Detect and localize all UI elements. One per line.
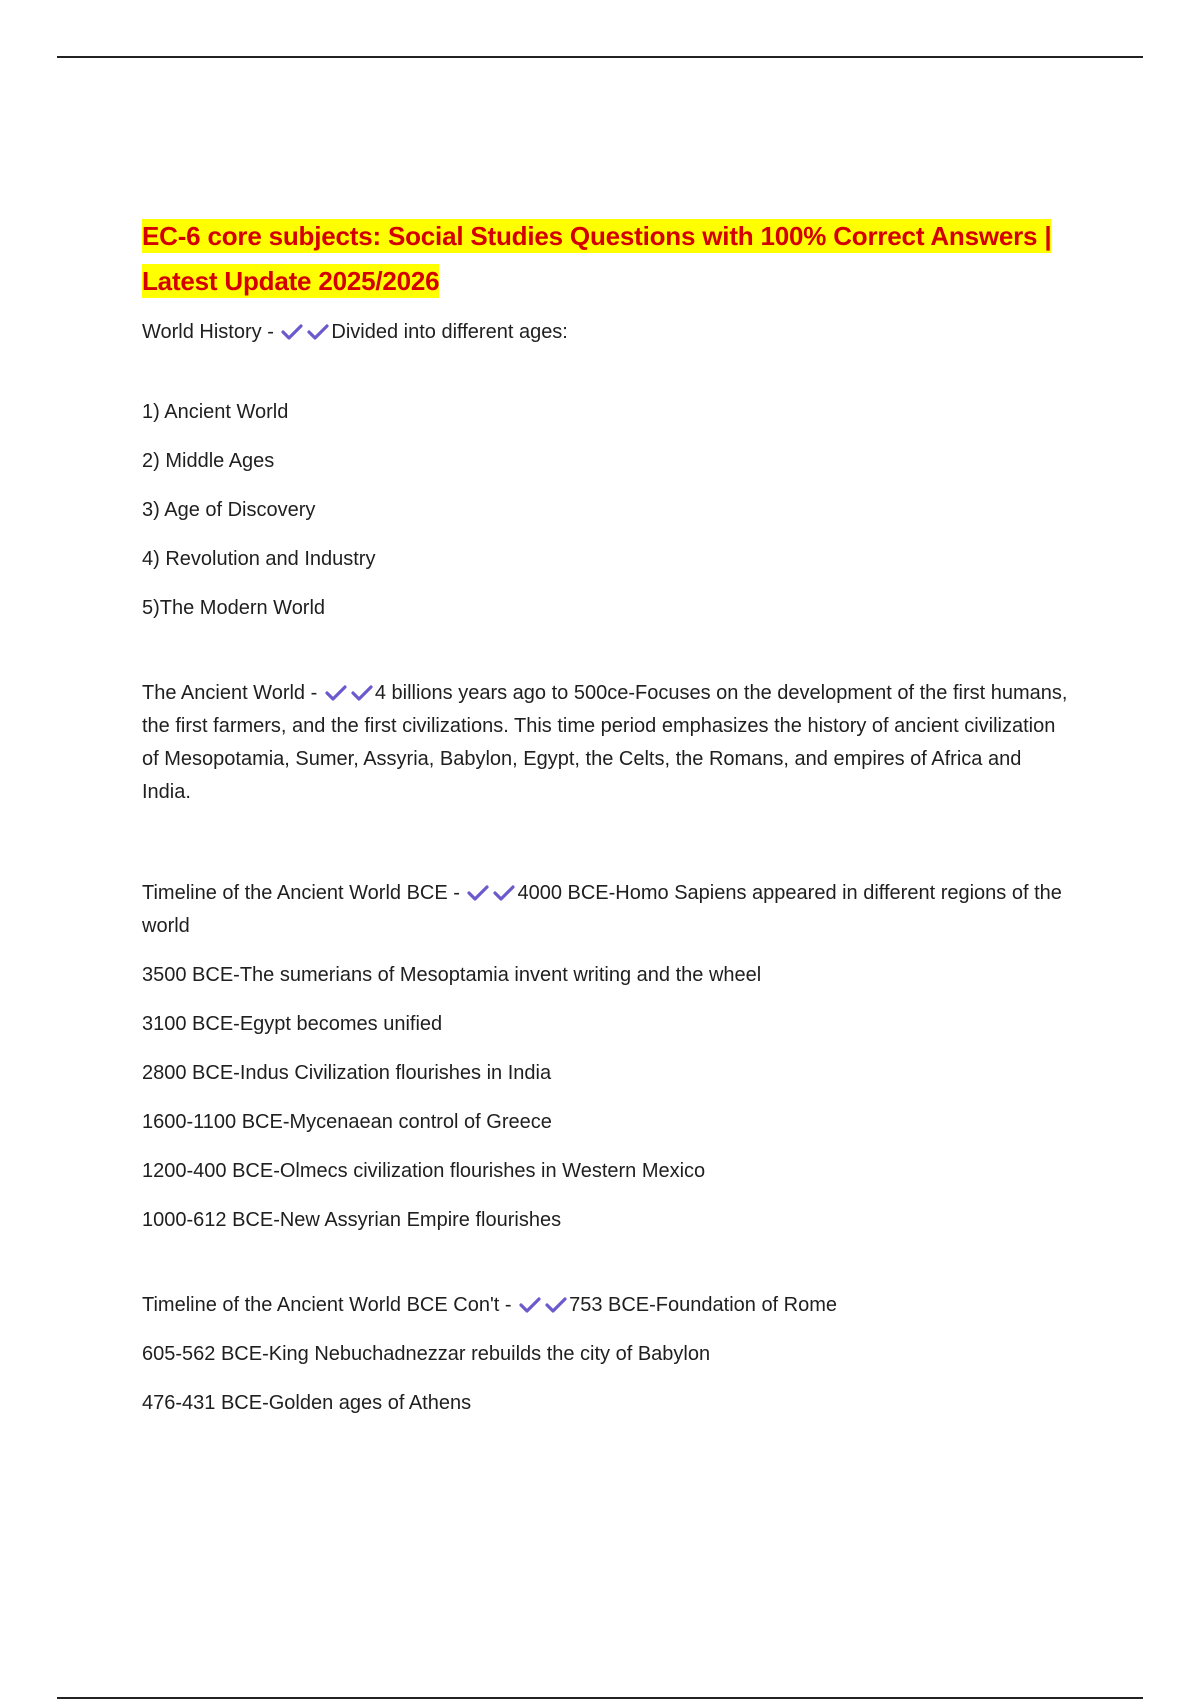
timeline-list <box>142 1338 1072 1420</box>
card-answer: 4000 BCE-Homo Sapiens appeared in different regions of the world <box>142 882 1062 937</box>
card-term: Timeline of the Ancient World BCE Con't - <box>142 1294 518 1316</box>
double-check-icon <box>323 682 375 704</box>
check-icon <box>467 884 489 902</box>
card-world-history <box>142 316 1072 625</box>
card-answer: 753 BCE-Foundation of Rome <box>569 1294 838 1316</box>
title-highlight: EC-6 core subjects: Social Studies Questions with 100% Correct Answers | Latest Update 2025/2026 <box>142 221 1052 296</box>
list-item: 5)The Modern World <box>142 597 326 619</box>
document-title <box>142 214 1072 304</box>
bottom-rule <box>57 1697 1143 1699</box>
card-term: Timeline of the Ancient World BCE - <box>142 882 466 904</box>
check-icon <box>519 1296 541 1314</box>
double-check-icon <box>517 1294 569 1316</box>
age-list <box>142 396 1072 625</box>
check-icon <box>281 323 303 341</box>
list-item: 1000-612 BCE-New Assyrian Empire flourishes <box>142 1209 562 1231</box>
card-timeline-bce <box>142 877 1072 1237</box>
list-item: 1600-1100 BCE-Mycenaean control of Greece <box>142 1111 552 1133</box>
list-item: 2) Middle Ages <box>142 450 275 472</box>
card-question <box>142 677 1072 809</box>
card-question <box>142 877 1072 943</box>
check-icon <box>307 323 329 341</box>
card-term: World History - <box>142 321 280 343</box>
list-item: 4) Revolution and Industry <box>142 548 376 570</box>
card-answer: Divided into different ages: <box>331 321 568 343</box>
list-item: 3500 BCE-The sumerians of Mesoptamia invent writing and the wheel <box>142 964 762 986</box>
card-ancient-world <box>142 677 1072 809</box>
list-item: 1) Ancient World <box>142 401 289 423</box>
list-item: 1200-400 BCE-Olmecs civilization flourishes in Western Mexico <box>142 1160 706 1182</box>
check-icon <box>351 684 373 702</box>
card-term: The Ancient World - <box>142 682 323 704</box>
document-body <box>142 214 1072 1436</box>
list-item: 476-431 BCE-Golden ages of Athens <box>142 1392 472 1414</box>
list-item: 3) Age of Discovery <box>142 499 316 521</box>
list-item: 3100 BCE-Egypt becomes unified <box>142 1013 443 1035</box>
double-check-icon <box>465 882 517 904</box>
check-icon <box>493 884 515 902</box>
timeline-list <box>142 959 1072 1237</box>
list-item: 605-562 BCE-King Nebuchadnezzar rebuilds the city of Babylon <box>142 1343 711 1365</box>
card-timeline-bce-cont <box>142 1289 1072 1420</box>
check-icon <box>325 684 347 702</box>
card-question <box>142 316 1072 349</box>
top-rule <box>57 56 1143 58</box>
double-check-icon <box>279 321 331 343</box>
card-answer: 4 billions years ago to 500ce-Focuses on the development of the first humans, the first farmers, and the first civilizations. This time period emphasizes the history of ancient civilization of Mesopotamia, Sumer, Assyria, Babylon, Egypt, the Celts, the Romans, and empires of Africa and India. <box>142 682 1068 803</box>
card-question <box>142 1289 1072 1322</box>
list-item: 2800 BCE-Indus Civilization flourishes in India <box>142 1062 552 1084</box>
check-icon <box>545 1296 567 1314</box>
